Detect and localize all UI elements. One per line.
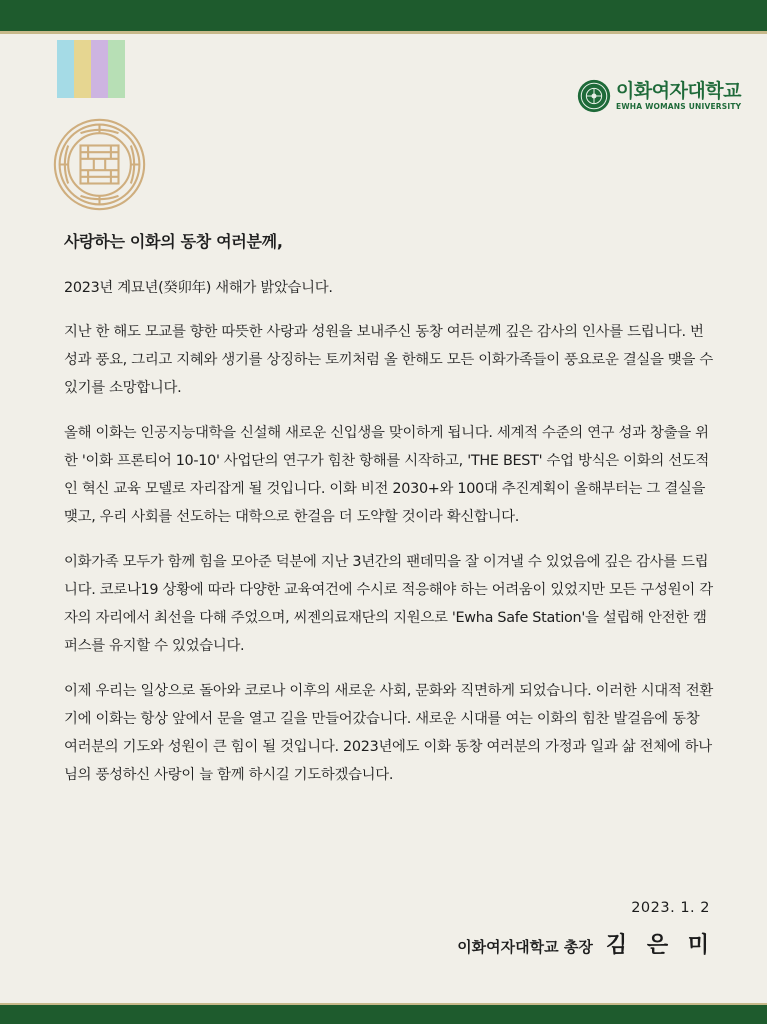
ewha-seal-icon: [577, 79, 611, 113]
ewha-emblem-icon: [52, 117, 147, 212]
letter-paragraph: 이화가족 모두가 함께 힘을 모아준 덕분에 지난 3년간의 팬데믹을 잘 이겨낼 수 있었음에 깊은 감사를 드립니다. 코로나19 상황에 따라 다양한 교육여건에 수시로 적응해야 하는 어려움이 있었지만 모든 구성원이 각자의 자리에서 최선을 다해 주었으며, 씨젠의료재단의 지원으로 'Ewha Safe Station'을 설립해 안전한 캠퍼스를 유지할 수 있었습니다.: [64, 554, 713, 654]
top-band: [0, 0, 767, 33]
letter-paragraph: 2023년 계묘년(癸卯年) 새해가 밝았습니다.: [64, 280, 333, 296]
stripe-green: [108, 40, 125, 98]
signature: [440, 928, 715, 959]
top-band-trim: [0, 31, 767, 34]
letter-greeting: 사랑하는 이화의 동창 여러분께,: [64, 232, 283, 251]
stripe-purple: [91, 40, 108, 98]
signature-name: 김 은 미: [605, 933, 715, 958]
signature-title: 이화여자대학교 총장: [457, 938, 593, 956]
letter-date: 2023. 1. 2: [631, 900, 710, 916]
bottom-band: [0, 1005, 767, 1024]
letter-paragraph: 지난 한 해도 모교를 향한 따뜻한 사랑과 성원을 보내주신 동창 여러분께 깊은 감사의 인사를 드립니다. 번성과 풍요, 그리고 지혜와 생기를 상징하는 토끼처럼 올 한해도 모든 이화가족들이 풍요로운 결실을 맺을 수 있기를 소망합니다.: [64, 324, 713, 396]
letter-paragraph: 올해 이화는 인공지능대학을 신설해 새로운 신입생을 맞이하게 됩니다. 세계적 수준의 연구 성과 창출을 위한 '이화 프론티어 10-10' 사업단의 연구가 힘찬 항해를 시작하고, 'THE BEST' 수업 방식은 이화의 선도적인 혁신 교육 모델로 자리잡게 될 것입니다. 이화 비전 2030+와 100대 추진계획이 올해부터는 그 결실을 맺고, 우리 사회를 선도하는 대학으로 한걸음 더 도약할 것이라 확신합니다.: [64, 425, 709, 525]
stripe-blue: [57, 40, 74, 98]
color-stripes: [57, 40, 125, 98]
logo-name: 이화여자대학교: [616, 80, 741, 102]
stripe-yellow: [74, 40, 91, 98]
letter-paragraph: 이제 우리는 일상으로 돌아와 코로나 이후의 새로운 사회, 문화와 직면하게 되었습니다. 이러한 시대적 전환기에 이화는 항상 앞에서 문을 열고 길을 만들어갔습니다. 새로운 시대를 여는 이화의 힘찬 발걸음에 동창 여러분의 기도와 성원이 큰 힘이 될 것입니다. 2023년에도 이화 동창 여러분의 가정과 일과 삶 전체에 하나님의 풍성하신 사랑이 늘 함께 하시길 기도하겠습니다.: [64, 683, 713, 783]
letter-body: [64, 228, 714, 806]
logo-subtitle: EWHA WOMANS UNIVERSITY: [616, 102, 742, 111]
ewha-logo: [577, 79, 741, 113]
